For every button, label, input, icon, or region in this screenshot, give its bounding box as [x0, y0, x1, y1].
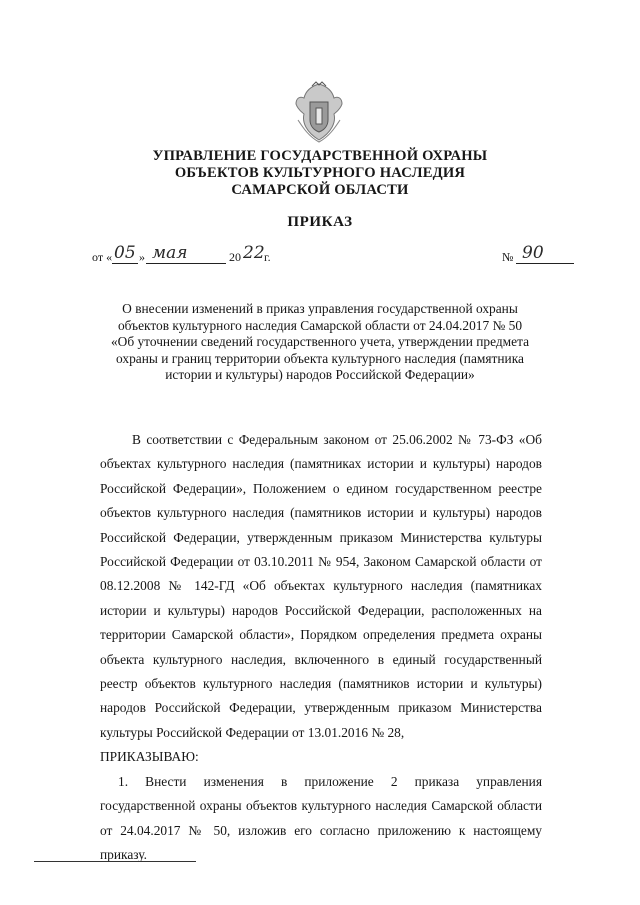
order-body [100, 428, 542, 867]
org-line-3: САМАРСКОЙ ОБЛАСТИ [231, 182, 409, 198]
order-number: 90 [522, 243, 544, 263]
date-number-line [92, 243, 592, 265]
date-prefix: от « [92, 250, 113, 264]
date-day: 05 [114, 243, 136, 263]
org-line-2: ОБЪЕКТОВ КУЛЬТУРНОГО НАСЛЕДИЯ [174, 165, 466, 181]
subject-line-5: истории и культуры) народов Российской Федерации» [165, 367, 475, 382]
subject-line-1: О внесении изменений в приказ управления государственной охраны [122, 301, 518, 316]
date-year: 22 [243, 243, 265, 263]
order-word: ПРИКАЗЫВАЮ: [100, 749, 199, 765]
order-subject [100, 301, 540, 384]
organization-name [100, 148, 540, 199]
order-number-label: № [502, 250, 514, 264]
subject-line-4: охраны и границ территории объекта культурного наследия (памятника [116, 350, 524, 366]
subject-line-3: «Об уточнении сведений государственного учета, утверждении предмета [110, 334, 530, 349]
order-item-1: 1. Внести изменения в приложение 2 приказа управления государственной охраны объектов культурного наследия Самарской области от 24.04.2017 № 50, изложив его согласно приложению к настоящему приказу. [100, 773, 542, 862]
coat-of-arms-emblem [290, 80, 348, 146]
date-year-suffix: г. [264, 250, 271, 264]
date-month: мая [152, 243, 188, 263]
org-line-1: УПРАВЛЕНИЕ ГОСУДАРСТВЕННОЙ ОХРАНЫ [152, 148, 488, 164]
document-type-title: ПРИКАЗ [287, 214, 353, 230]
date-year-prefix: 20 [229, 250, 241, 264]
date-day-close: » [139, 250, 145, 264]
preamble-paragraph: В соответствии с Федеральным законом от 25.06.2002 № 73-ФЗ «Об объектах культурного наследия (памятниках истории и культуры) народов Российской Федерации», Положением о едином государственном реестре объектов культурного наследия (памятников истории и культуры) народов Российской Федерации, утвержденным приказом Министерства культуры Российской Федерации от 03.10.2011 № 954, Законом Самарской области от 08.12.2008 № 142-ГД «Об объектах культурного наследия (памятниках истории и культуры) народов Российской Федерации, расположенных на территории Самарской области», Порядком определения предмета охраны объекта культурного наследия, включенного в единый государственный реестр объектов культурного наследия (памятников истории и культуры) народов Российской Федерации, утвержденным приказом Министерства культуры Российской Федерации от 13.01.2016 № 28, [100, 432, 542, 740]
footnote-divider [34, 861, 196, 862]
subject-line-2: объектов культурного наследия Самарской области от 24.04.2017 № 50 [117, 317, 523, 333]
